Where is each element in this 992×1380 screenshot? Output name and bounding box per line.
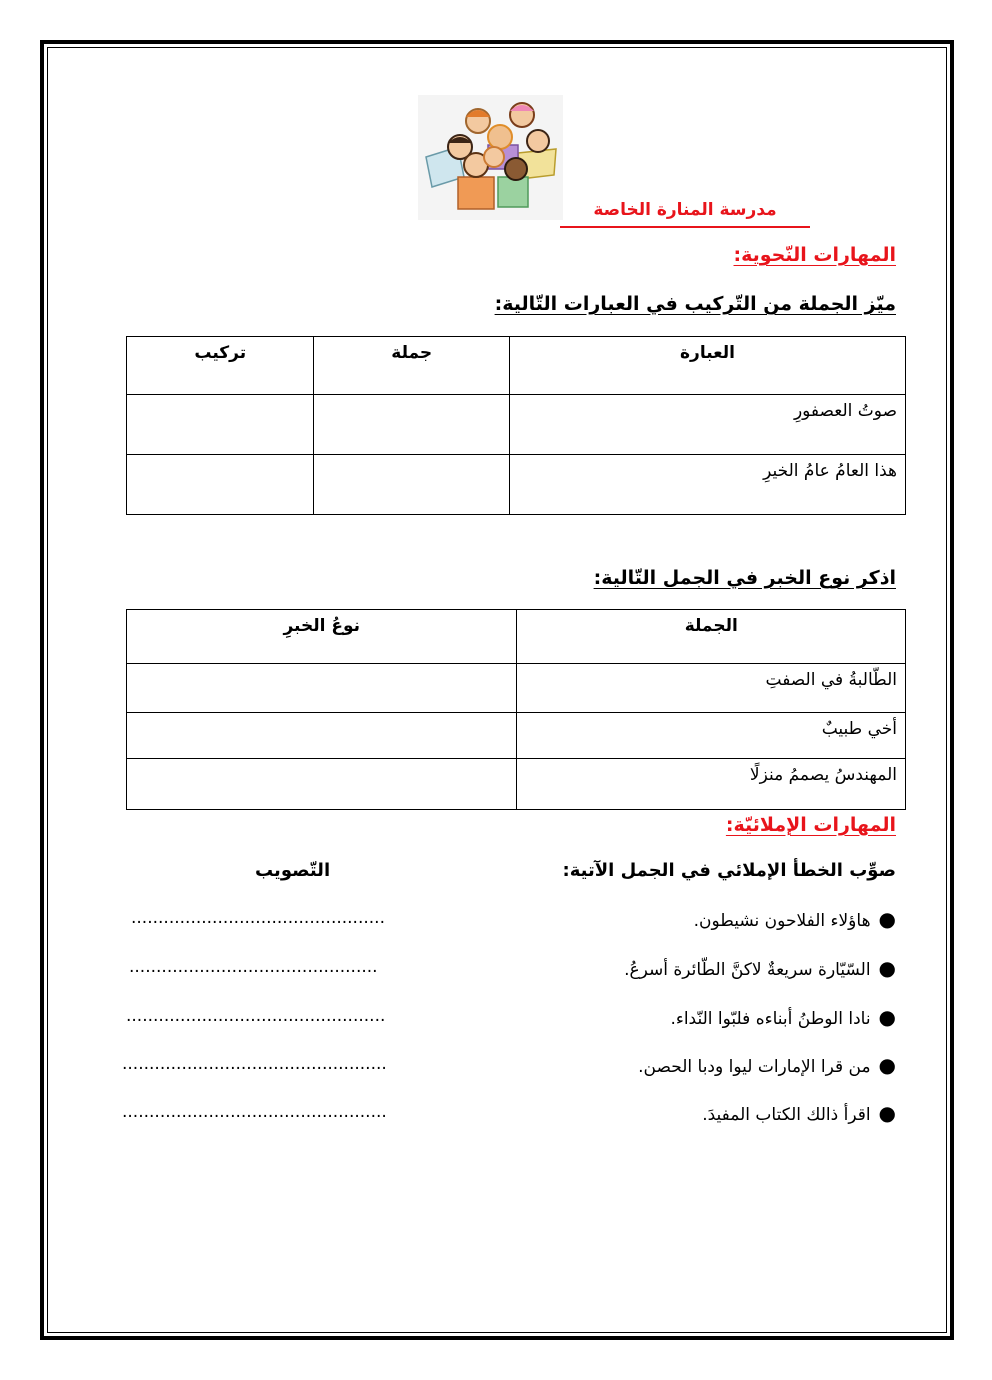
q1-table xyxy=(126,336,906,515)
q2-instruction: اذكر نوع الخبر في الجمل التّالية: xyxy=(593,567,896,589)
list-item xyxy=(624,956,896,980)
correction-header: التّصويب xyxy=(255,860,331,881)
item-5-text: اقرأ ذالك الكتاب المفيدَ. xyxy=(702,1105,871,1125)
q2-row-3-sentence: المهندسُ يصممُ منزلًا xyxy=(517,759,906,810)
q1-row-2-sentence-cell[interactable] xyxy=(314,455,510,515)
q2-row-1-sentence: الطّالبةُ في الصفتِ xyxy=(517,664,906,713)
list-item xyxy=(638,1053,896,1077)
item-1-answer-line[interactable]: ............................................... xyxy=(131,908,385,928)
bullet-icon: ● xyxy=(878,1053,896,1077)
children-reading-illustration xyxy=(418,95,563,220)
bullet-icon: ● xyxy=(878,1101,896,1125)
bullet-icon: ● xyxy=(878,1005,896,1029)
q1-row-2-phrase: هذا العامُ عامُ الخيرِ xyxy=(509,455,905,515)
q2-row-2-answer-cell[interactable] xyxy=(127,713,517,759)
item-3-text: نادا الوطنُ أبناءه فلبّوا النّداء. xyxy=(670,1009,871,1029)
school-name: مدرسة المنارة الخاصة xyxy=(560,198,810,228)
table-row xyxy=(127,664,906,713)
q2-row-1-answer-cell[interactable] xyxy=(127,664,517,713)
grammar-skills-heading: المهارات النّحوية: xyxy=(733,244,896,266)
item-5-answer-line[interactable]: ................................................. xyxy=(122,1102,387,1122)
table-row xyxy=(127,713,906,759)
item-3-answer-line[interactable]: ................................................ xyxy=(126,1006,386,1026)
q2-row-2-sentence: أخي طبيبٌ xyxy=(517,713,906,759)
q1-row-1-phrase: صوتُ العصفورِ xyxy=(509,395,905,455)
item-1-text: هاؤلاء الفلاحون نشيطون. xyxy=(693,911,871,931)
q2-table xyxy=(126,609,906,810)
list-item xyxy=(670,1005,896,1029)
item-2-text: السّيّارة سريعةٌ لاكنَّ الطّائرة أسرعُ. xyxy=(624,960,871,980)
q1-instruction: ميّز الجملة من التّركيب في العبارات التّالية: xyxy=(494,293,896,315)
bullet-icon: ● xyxy=(878,907,896,931)
q2-header-sentence: الجملة xyxy=(517,610,906,664)
q1-row-1-sentence-cell[interactable] xyxy=(314,395,510,455)
list-item xyxy=(694,907,896,931)
list-item xyxy=(702,1101,896,1125)
q2-header-predicate-type: نوعُ الخبرِ xyxy=(127,610,517,664)
q2-row-3-answer-cell[interactable] xyxy=(127,759,517,810)
q1-header-phrase: العبارة xyxy=(509,337,905,395)
q3-instruction: صوِّب الخطأ الإملائي في الجمل الآتية: xyxy=(562,860,896,881)
item-4-answer-line[interactable]: ................................................. xyxy=(122,1054,387,1074)
bullet-icon: ● xyxy=(878,956,896,980)
table-row xyxy=(127,759,906,810)
item-4-text: من قرا الإمارات ليوا ودبا الحصن. xyxy=(638,1057,871,1077)
item-2-answer-line[interactable]: .............................................. xyxy=(129,957,378,977)
q1-header-sentence: جملة xyxy=(314,337,510,395)
q1-row-1-compound-cell[interactable] xyxy=(127,395,314,455)
q1-header-compound: تركيب xyxy=(127,337,314,395)
q1-row-2-compound-cell[interactable] xyxy=(127,455,314,515)
table-row xyxy=(127,395,906,455)
table-row xyxy=(127,455,906,515)
spelling-skills-heading: المهارات الإملائيّة: xyxy=(725,814,896,836)
